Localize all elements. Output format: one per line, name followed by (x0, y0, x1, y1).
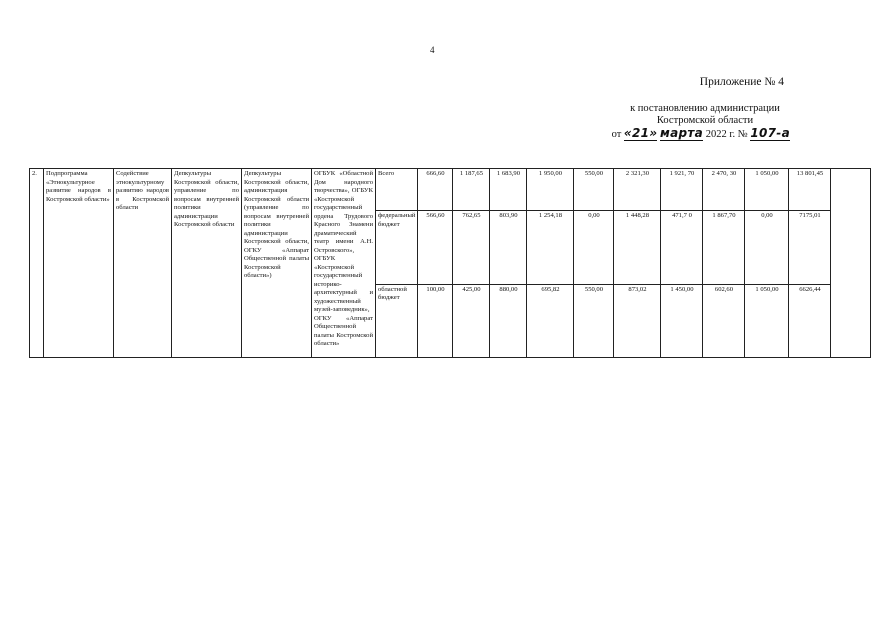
value-cell: 1 867,70 (703, 211, 745, 284)
value-cell: 0,00 (745, 211, 789, 284)
funding-source-federal: федеральный бюджет (376, 211, 418, 284)
value-cell: 666,60 (418, 169, 453, 211)
value-cell: 1 921, 70 (661, 169, 703, 211)
budget-table (29, 168, 871, 358)
value-cell: 6626,44 (789, 284, 831, 357)
value-cell: 762,65 (453, 211, 490, 284)
value-cell: 425,00 (453, 284, 490, 357)
value-cell: 2 470, 30 (703, 169, 745, 211)
table-row (30, 169, 871, 211)
page-number: 4 (430, 45, 435, 55)
value-cell: 1 683,90 (490, 169, 527, 211)
resolution-reference (600, 103, 810, 141)
document-number: 107-а (750, 126, 790, 140)
date-year: 2022 г. № (705, 129, 748, 140)
value-cell: 0,00 (574, 211, 614, 284)
co-executors: Депкультуры Костромской области, администрация Костромской области (управление по вопросам внутренней политики администрации Костромской области, ОГКУ «Аппарат Общественной палаты Костромской области») (242, 169, 312, 358)
value-cell: 1 187,65 (453, 169, 490, 211)
value-cell: 880,00 (490, 284, 527, 357)
value-cell: 1 050,00 (745, 284, 789, 357)
value-cell: 1 448,28 (614, 211, 661, 284)
value-cell: 1 254,18 (527, 211, 574, 284)
funding-source-total: Всего (376, 169, 418, 211)
value-cell: 100,00 (418, 284, 453, 357)
row-index: 2. (30, 169, 44, 358)
appendix-title: Приложение № 4 (699, 76, 784, 88)
value-cell: 7175,01 (789, 211, 831, 284)
date-day: «21» (623, 126, 658, 140)
resolution-line-2: Костромской области (656, 115, 754, 126)
value-cell: 803,90 (490, 211, 527, 284)
program-name: Подпрограмма «Этнокультурное развитие народов в Костромской области» (44, 169, 114, 358)
empty-cell (831, 169, 871, 358)
program-goal: Содействие этнокультурному развитию народов в Костромской области (114, 169, 172, 358)
participants: ОГБУК «Областной Дом народного творчества», ОГБУК «Костромской государственный ордена Трудового Красного Знамени драматический театр имени А.Н. Островского», ОГБУК «Костромской государственный историко-архитектурный и художественный музей-заповедник», ОГКУ «Аппарат Общественной палаты Костромской области» (312, 169, 376, 358)
value-cell: 13 801,45 (789, 169, 831, 211)
value-cell: 550,00 (574, 284, 614, 357)
value-cell: 550,00 (574, 169, 614, 211)
value-cell: 602,60 (703, 284, 745, 357)
resolution-date-line (600, 127, 810, 141)
value-cell: 1 950,00 (527, 169, 574, 211)
responsible-executor: Депкультуры Костромской области, управление по вопросам внутренней политики администрации Костромской области (172, 169, 242, 358)
date-prefix: от (611, 129, 622, 140)
funding-source-regional: областной бюджет (376, 284, 418, 357)
value-cell: 471,7 0 (661, 211, 703, 284)
value-cell: 1 450,00 (661, 284, 703, 357)
value-cell: 695,82 (527, 284, 574, 357)
value-cell: 2 321,30 (614, 169, 661, 211)
value-cell: 873,02 (614, 284, 661, 357)
resolution-line-1: к постановлению администрации (630, 103, 780, 114)
value-cell: 566,60 (418, 211, 453, 284)
date-month: марта (660, 126, 704, 140)
value-cell: 1 050,00 (745, 169, 789, 211)
